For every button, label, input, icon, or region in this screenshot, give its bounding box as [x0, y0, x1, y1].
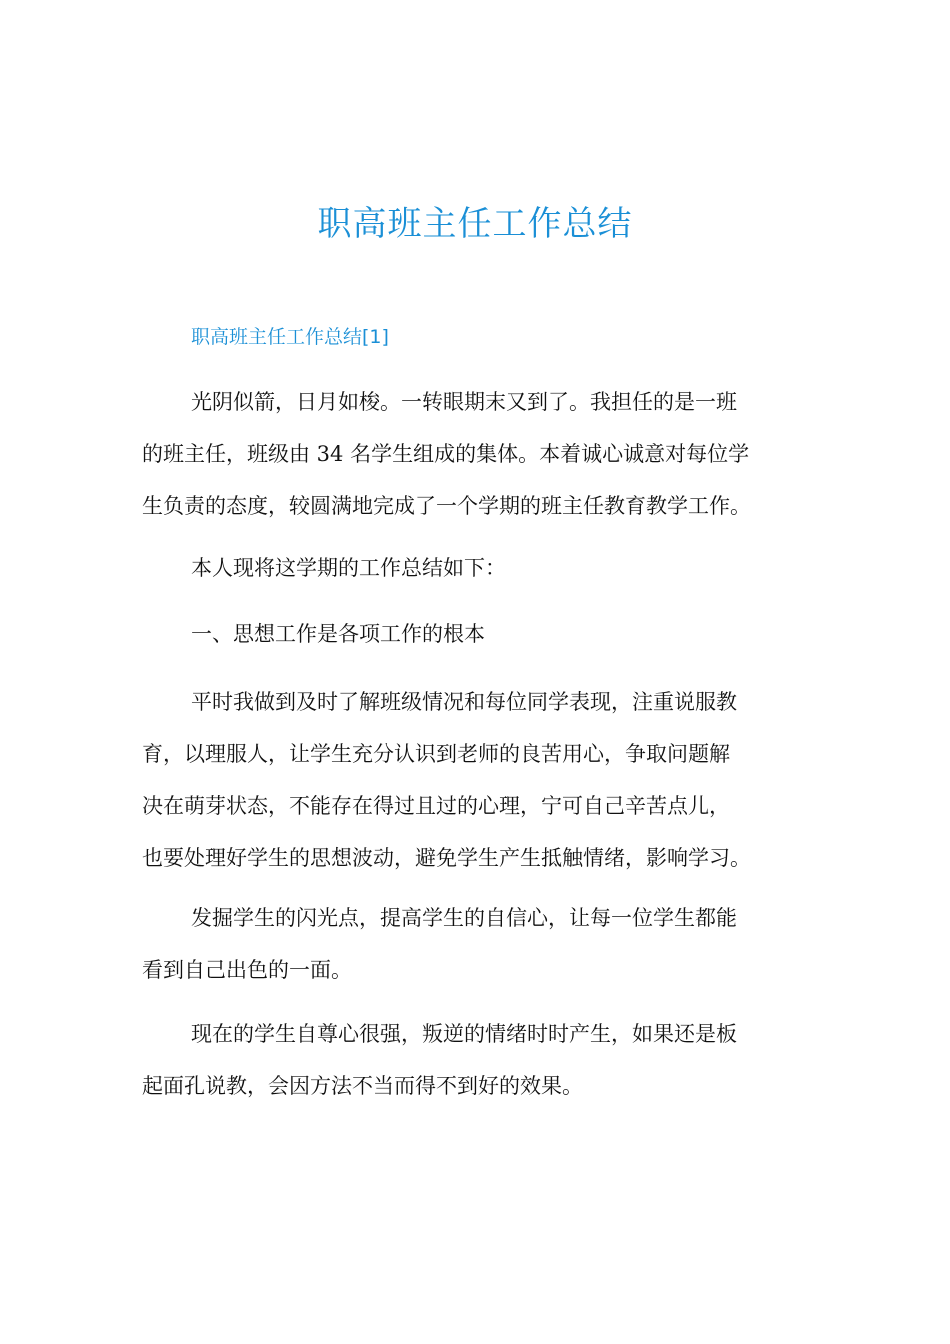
- paragraph-line: 起面孔说教，会因方法不当而得不到好的效果。: [142, 1074, 583, 1098]
- paragraph-line: 决在萌芽状态，不能存在得过且过的心理，宁可自己辛苦点儿，: [142, 794, 730, 818]
- paragraph-line: 生负责的态度，较圆满地完成了一个学期的班主任教育教学工作。: [142, 494, 751, 518]
- paragraph-line: 平时我做到及时了解班级情况和每位同学表现，注重说服教: [191, 690, 737, 714]
- paragraph-summary-intro: [142, 542, 810, 594]
- paragraph-line: 看到自己出色的一面。: [142, 958, 352, 982]
- document-title: 职高班主任工作总结: [317, 204, 633, 244]
- paragraph-line: 光阴似箭，日月如梭。一转眼期末又到了。我担任的是一班: [191, 390, 737, 414]
- paragraph-line: 育，以理服人，让学生充分认识到老师的良苦用心，争取问题解: [142, 742, 730, 766]
- paragraph-ideology-work: [142, 676, 810, 884]
- paragraph-self-esteem: [142, 1008, 810, 1112]
- paragraph-line: 一、思想工作是各项工作的根本: [191, 622, 485, 646]
- paragraph-line: 发掘学生的闪光点，提高学生的自信心，让每一位学生都能: [191, 906, 737, 930]
- paragraph-line: 也要处理好学生的思想波动，避免学生产生抵触情绪，影响学习。: [142, 846, 751, 870]
- section-heading-1: [142, 608, 810, 660]
- paragraph-highlights: [142, 892, 810, 996]
- section-subheading: 职高班主任工作总结[1]: [191, 326, 389, 348]
- paragraph-line: 本人现将这学期的工作总结如下：: [191, 556, 506, 580]
- paragraph-line: 现在的学生自尊心很强，叛逆的情绪时时产生，如果还是板: [191, 1022, 737, 1046]
- paragraph-intro: [142, 376, 810, 532]
- paragraph-line: 的班主任，班级由 34 名学生组成的集体。本着诚心诚意对每位学: [142, 442, 750, 466]
